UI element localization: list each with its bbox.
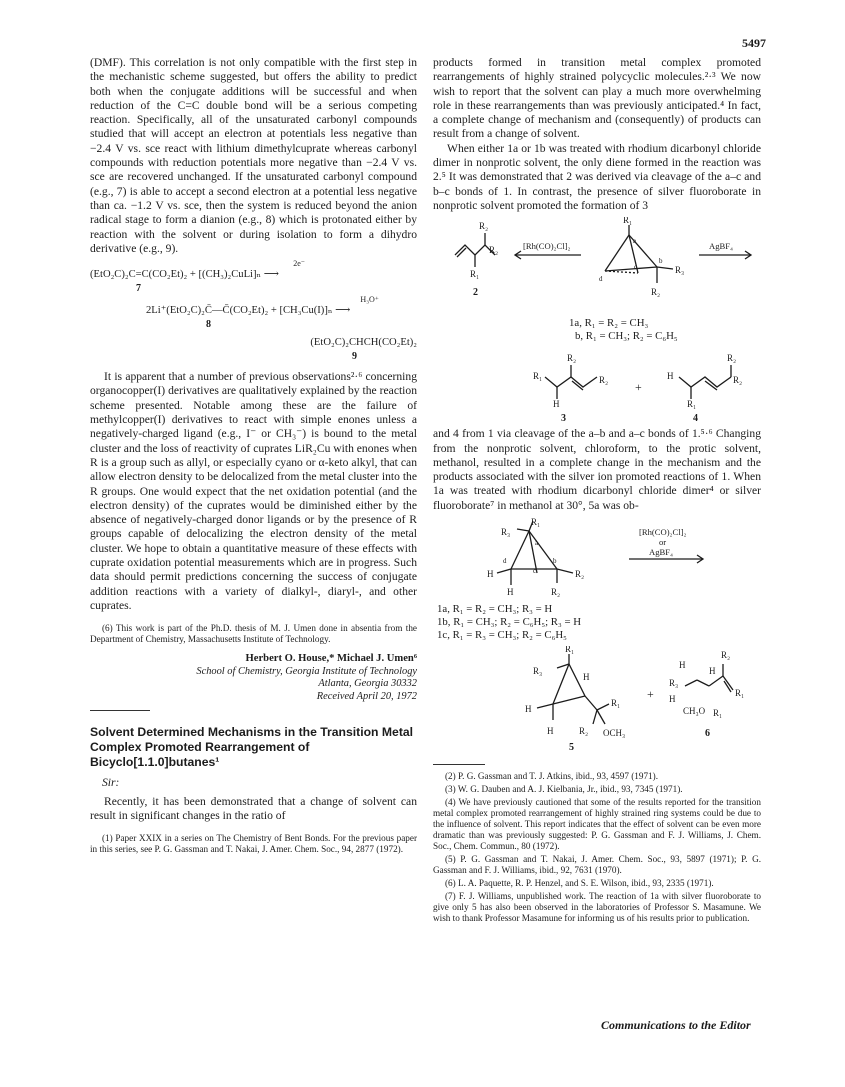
compound-4-label: 4 (693, 413, 698, 424)
svg-text:R₁: R₁ (735, 688, 745, 699)
svg-text:R₂: R₂ (551, 587, 561, 598)
authors: Herbert O. House,* Michael J. Umen⁶ (245, 653, 417, 665)
svg-text:CH₃O: CH₃O (683, 706, 706, 717)
paragraph-changing-solvent: and 4 from 1 via cleavage of the a–b and a–c bonds of 1.⁵·⁶ Changing from the nonprotic solvent, chloroform, to the protic solvent, methanol, resulted in a complete change in the mechanism and the products associated with the silver ion promoted reactions of 1. When 1a was treated with rhodium dicarbonyl chloride dimer⁴ or silver fluoroborate⁷ in methanol at 30°, 5a was ob- (433, 427, 761, 512)
alkene-6 (685, 680, 697, 686)
svg-text:a: a (535, 539, 539, 548)
footnote-6-right: (6) L. A. Paquette, R. P. Henzel, and S. E. Wilson, ibid., 93, 2335 (1971). (445, 878, 714, 889)
bicyclobutane-1 (605, 235, 629, 271)
svg-text:R₂: R₂ (579, 726, 589, 737)
svg-text:d: d (599, 275, 603, 284)
reagent-rh-complex-2: [Rh(CO)₂Cl]₂ (639, 527, 687, 538)
svg-text:H: H (553, 399, 560, 410)
footnote-5: (5) P. G. Gassman and T. Nakai, J. Amer. Chem. Soc., 93, 5897 (1971); P. G. Gassman and F. J. Williams, ibid., 92, 7631 (1970). (433, 854, 761, 876)
paragraph-dmf-correlation: (DMF). This correlation is not only compatible with the first step in the mechanistic scheme suggested, but offers the ability to predict both when the conjugate additions will be successful and when reduction of the C=C double bond will be a serious competing reaction. Specifically, all of the unsaturated carbonyl compounds studied that will accept an electron at potentials less negative than −2.4 V vs. sce react with lithium dimethylcuprate whereas carbonyl compounds with reduction potentials more negative than −2.4 V vs. sce are recovered unchanged. If the unsaturated carbonyl compound (e.g., 7) is able to accept a second electron at a potential less negative than ca. −1.2 V vs. sce, then the system is reduced beyond the anion radical stage to form a dianion (e.g., 8) which is protonated either by reaction with the solvent or during isolation to form a dihydro derivative (e.g., 9). (90, 56, 417, 255)
left-column (90, 56, 417, 857)
compound-number-8: 8 (206, 319, 211, 331)
svg-text:R₃: R₃ (501, 527, 511, 538)
svg-text:R₁: R₁ (713, 708, 723, 719)
legend-1a: 1a, R₁ = R₂ = CH₃ (569, 317, 649, 330)
svg-text:b: b (659, 257, 663, 266)
svg-text:b: b (553, 557, 557, 566)
svg-text:R₁: R₁ (611, 698, 621, 709)
svg-text:+: + (647, 687, 654, 702)
svg-text:c: c (634, 263, 638, 272)
svg-text:a: a (633, 237, 637, 246)
right-column (433, 56, 761, 926)
footnote-4: (4) We have previously cautioned that some of the results reported for the transition metal complex promoted rearrangement of highly strained ring systems could be due to the influence of solvent. This report indicates that the effect of solvent can be even more dramatic than was previously suggested: P. G. Gassman and F. J. Williams, J. Chem. Soc., Chem. Commun., 80 (1972). (433, 797, 761, 852)
footnote-6: (6) This work is part of the Ph.D. thesis of M. J. Umen done in absentia from the Department of Chemistry, Massachusetts Institute of Technology. (90, 623, 417, 645)
address: Atlanta, Georgia 30332 (318, 678, 417, 690)
compound-5-label: 5 (569, 742, 574, 754)
reagent-rh-complex: [Rh(CO)₂Cl]₂ (523, 241, 571, 252)
svg-text:H: H (709, 666, 716, 677)
page-number: 5497 (742, 36, 766, 50)
svg-text:R₂: R₂ (479, 221, 489, 232)
scheme-products-5-and-6 (433, 646, 761, 754)
svg-text:R₃: R₃ (675, 265, 685, 276)
section-footer: Communications to the Editor (601, 1018, 751, 1032)
footnote-3: (3) W. G. Dauben and A. J. Kielbania, Jr., ibid., 93, 7345 (1971). (445, 784, 683, 795)
compound-2-label: 2 (473, 287, 478, 299)
svg-text:H: H (507, 587, 514, 598)
compound-number-7: 7 (136, 283, 141, 295)
equation-2-arrow-label: H₃O⁺ (360, 295, 379, 305)
footnote-divider (433, 764, 485, 765)
svg-text:H: H (525, 704, 532, 715)
svg-text:R₂: R₂ (599, 375, 609, 386)
legend-2a: 1a, R₁ = R₂ = CH₃; R₃ = H (437, 603, 553, 616)
cyclopropane-5 (553, 664, 569, 704)
svg-text:+: + (635, 380, 642, 395)
legend-2b: 1b, R₁ = CH₃; R₂ = C₆H₅; R₃ = H (437, 616, 582, 629)
svg-text:H: H (583, 672, 590, 683)
compound-number-9: 9 (352, 351, 357, 363)
bicyclobutane-1-core (511, 531, 529, 569)
signature-block (90, 653, 417, 703)
diene-4-backbone (679, 377, 731, 387)
scheme-diene-2-from-1 (433, 217, 761, 313)
svg-text:c: c (533, 567, 537, 576)
paragraph-products: products formed in transition metal complex promoted rearrangements of highly strained polycyclic molecules.²·³ We now wish to report that the solvent can play a much more overwhelming role in these rearrangements than was previously anticipated.⁴ In fact, a complete change of mechanism and (consequently) of products can result from a change of solvent. (433, 56, 761, 141)
paragraph-organocopper: It is apparent that a number of previous observations²·⁶ concerning organocopper(I) derivatives are qualitatively explained by the reaction scheme presented. Notable among these are the failure of methylcopper(I) derivatives to react with simple enones unless a negatively-charged ligand (e.g., I⁻ or CH₃⁻) is bound to the metal cluster and the loss of reactivity of cuprates LiR₂Cu with enones when R is a group such as allyl, or especially cyano or α-keto alkyl, that can allow electron density to be delocalized from the metal cluster into the R groups. One would expect that the net oxidation potential (and the electron density) of the cuprates would be diminished either by the absence of negatively-charged donor ligands or by the presence of R groups capable of delocalizing the electron density of the metal cluster. We hope to obtain a quantitative measure of these effects with cuprate oxidation potential measurements which are in progress. Such data should permit predictions concerning the success of conjugate addition reactions with a variety of dialkyl-, diaryl-, and other cuprates. (90, 370, 417, 612)
svg-text:R₂: R₂ (721, 650, 731, 661)
svg-text:R₂: R₂ (489, 245, 499, 256)
salutation: Sir: (102, 775, 120, 789)
svg-text:R₁: R₁ (565, 646, 575, 655)
reagent-or: or (659, 537, 667, 548)
svg-text:R₁: R₁ (623, 217, 633, 226)
svg-text:R₁: R₁ (531, 517, 541, 528)
svg-text:H: H (487, 569, 494, 580)
svg-text:R₃: R₃ (669, 678, 679, 689)
equation-1-arrow-label: 2e⁻ (293, 259, 305, 269)
compound-6-label: 6 (705, 728, 710, 740)
scheme-bicyclobutane-1 (433, 517, 761, 599)
diene-3-backbone (545, 377, 597, 387)
equation-2: 2Li⁺(EtO₂C)₂C̄—C̄(CO₂Et)₂ + [CH₃Cu(I)]ₙ ⟶ (146, 305, 351, 317)
svg-text:R₁: R₁ (687, 399, 697, 410)
svg-text:R₂: R₂ (727, 353, 737, 364)
paragraph-when-either: When either 1a or 1b was treated with rhodium dicarbonyl chloride dimer in nonprotic solvent, the only diene formed in the reaction was 2.⁵ It was demonstrated that 2 was derived via cleavage of the a–c and b–c bonds of 1. In contrast, the presence of silver fluoroborate in nonprotic solvent promoted the formation of 3 (433, 141, 761, 212)
svg-text:H: H (667, 371, 674, 382)
svg-text:R₂: R₂ (651, 287, 661, 298)
scheme-dienes-3-and-4 (433, 347, 761, 423)
equation-1: (EtO₂C)₂C=C(CO₂Et)₂ + [(CH₃)₂CuLi]ₙ ⟶ (90, 269, 279, 281)
footnote-2: (2) P. G. Gassman and T. J. Atkins, ibid., 93, 4597 (1971). (445, 771, 659, 782)
legend-2c: 1c, R₁ = R₃ = CH₃; R₂ = C₆H₅ (437, 629, 567, 642)
svg-text:H: H (679, 660, 686, 671)
footnote-7: (7) F. J. Williams, unpublished work. The reaction of 1a with silver fluoroborate to give only 5 has also been observed in the laboratories of Professor S. Masamune. We wish to thank Professor Masamune for informing us of his results prior to publication. (433, 891, 761, 924)
svg-text:R₁: R₁ (470, 269, 480, 280)
paragraph-recently: Recently, it has been demonstrated that a change of solvent can result in significant changes in the ratio of (90, 794, 417, 822)
svg-text:R₁: R₁ (533, 371, 543, 382)
svg-text:H: H (669, 694, 676, 705)
svg-text:d: d (503, 557, 507, 566)
legend-1b: b, R₁ = CH₃; R₂ = C₆H₅ (575, 330, 678, 343)
reagent-agbf4: AgBF₄ (709, 241, 734, 252)
reaction-equations (90, 260, 417, 364)
svg-text:R₂: R₂ (575, 569, 585, 580)
svg-text:H: H (547, 726, 554, 737)
svg-text:OCH₃: OCH₃ (603, 728, 626, 739)
reagent-agbf4-2: AgBF₄ (649, 547, 674, 558)
svg-text:R₂: R₂ (733, 375, 743, 386)
article-title: Solvent Determined Mechanisms in the Transition Metal Complex Promoted Rearrangement of Bicyclo[1.1.0]butanes¹ (90, 724, 414, 769)
svg-text:R₂: R₂ (567, 353, 577, 364)
divider (90, 710, 150, 711)
received-date: Received April 20, 1972 (316, 690, 417, 702)
equation-3: (EtO₂C)₂CHCH(CO₂Et)₂ (310, 337, 417, 349)
svg-text:R₃: R₃ (533, 666, 543, 677)
footnote-1: (1) Paper XXIX in a series on The Chemistry of Bent Bonds. For the previous paper in this series, see P. G. Gassman and T. Nakai, J. Amer. Chem. Soc., 94, 2877 (1972). (90, 833, 417, 855)
compound-3-label: 3 (561, 413, 566, 424)
affiliation: School of Chemistry, Georgia Institute of Technology (196, 665, 417, 677)
